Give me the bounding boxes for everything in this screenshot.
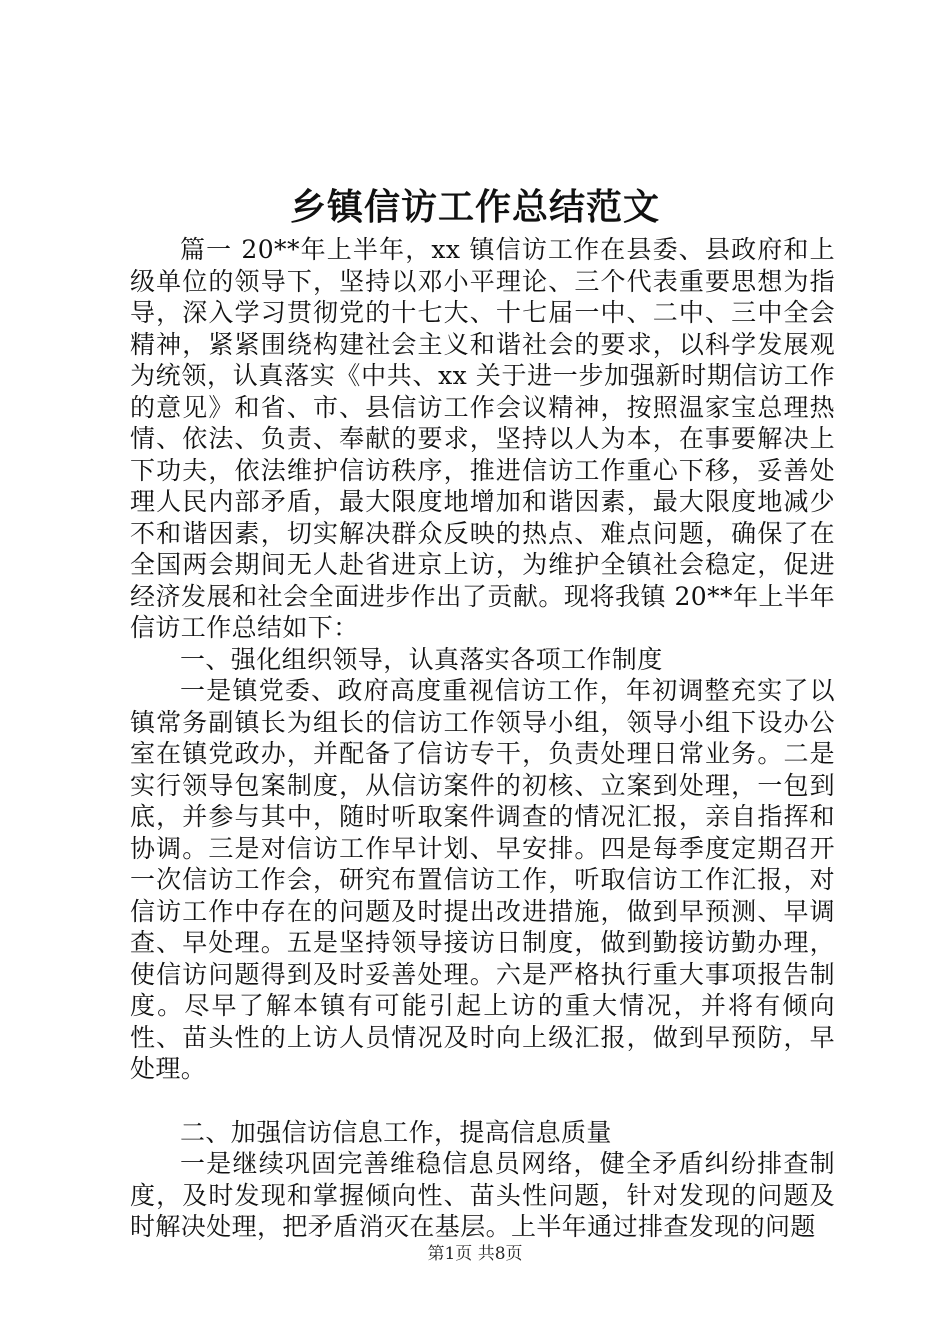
paragraph-section-1: 一是镇党委、政府高度重视信访工作，年初调整充实了以镇常务副镇长为组长的信访工作领导小组，领导小组下设办公室在镇党政办，并配备了信访专干，负责处理日常业务。二是实行领导包案制度，从信访案件的初核、立案到处理，一包到底，并参与其中，随时听取案件调查的情况汇报，亲自指挥和协调。三是对信访工作早计划、早安排。四是每季度定期召开一次信访工作会，研究布置信访工作，听取信访工作汇报，对信访工作中存在的问题及时提出改进措施，做到早预测、早调查、早处理。五是坚持领导接访日制度，做到勤接访勤办理，使信访问题得到及时妥善处理。六是严格执行重大事项报告制度。尽早了解本镇有可能引起上访的重大情况，并将有倾向性、苗头性的上访人员情况及时向上级汇报，做到早预防，早处理。 [130, 676, 835, 1083]
paragraph-spacer [130, 1085, 835, 1117]
document-title: 乡镇信访工作总结范文 [289, 187, 660, 228]
paragraph-intro: 篇一 20**年上半年，xx 镇信访工作在县委、县政府和上级单位的领导下，坚持以邓小平理论、三个代表重要思想为指导，深入学习贯彻党的十七大、十七届一中、二中、三中全会精神，紧紧围绕构建社会主义和谐社会的要求，以科学发展观为统领，认真落实《中共、xx 关于进一步加强新时期信访工作的意见》和省、市、县信访工作会议精神，按照温家宝总理热情、依法、负责、奉献的要求，坚持以人为本，在事要解决上下功夫，依法维护信访秩序，推进信访工作重心下移，妥善处理人民内部矛盾，最大限度地增加和谐因素，最大限度地减少不和谐因素，切实解决群众反映的热点、难点问题，确保了在全国两会期间无人赴省进京上访，为维护全镇社会稳定，促进经济发展和社会全面进步作出了贡献。现将我镇 20**年上半年信访工作总结如下： [130, 235, 835, 642]
section-heading-2: 二、加强信访信息工作，提高信息质量 [180, 1117, 612, 1147]
document-body [130, 234, 835, 1243]
paragraph-section-2: 一是继续巩固完善维稳信息员网络，健全矛盾纠纷排查制度，及时发现和掌握倾向性、苗头性问题，针对发现的问题及时解决处理，把矛盾消灭在基层。上半年通过排查发现的问题 [130, 1149, 835, 1241]
section-heading-1: 一、强化组织领导，认真落实各项工作制度 [180, 644, 663, 674]
page-number-footer: 第1页 共8页 [427, 1244, 523, 1264]
